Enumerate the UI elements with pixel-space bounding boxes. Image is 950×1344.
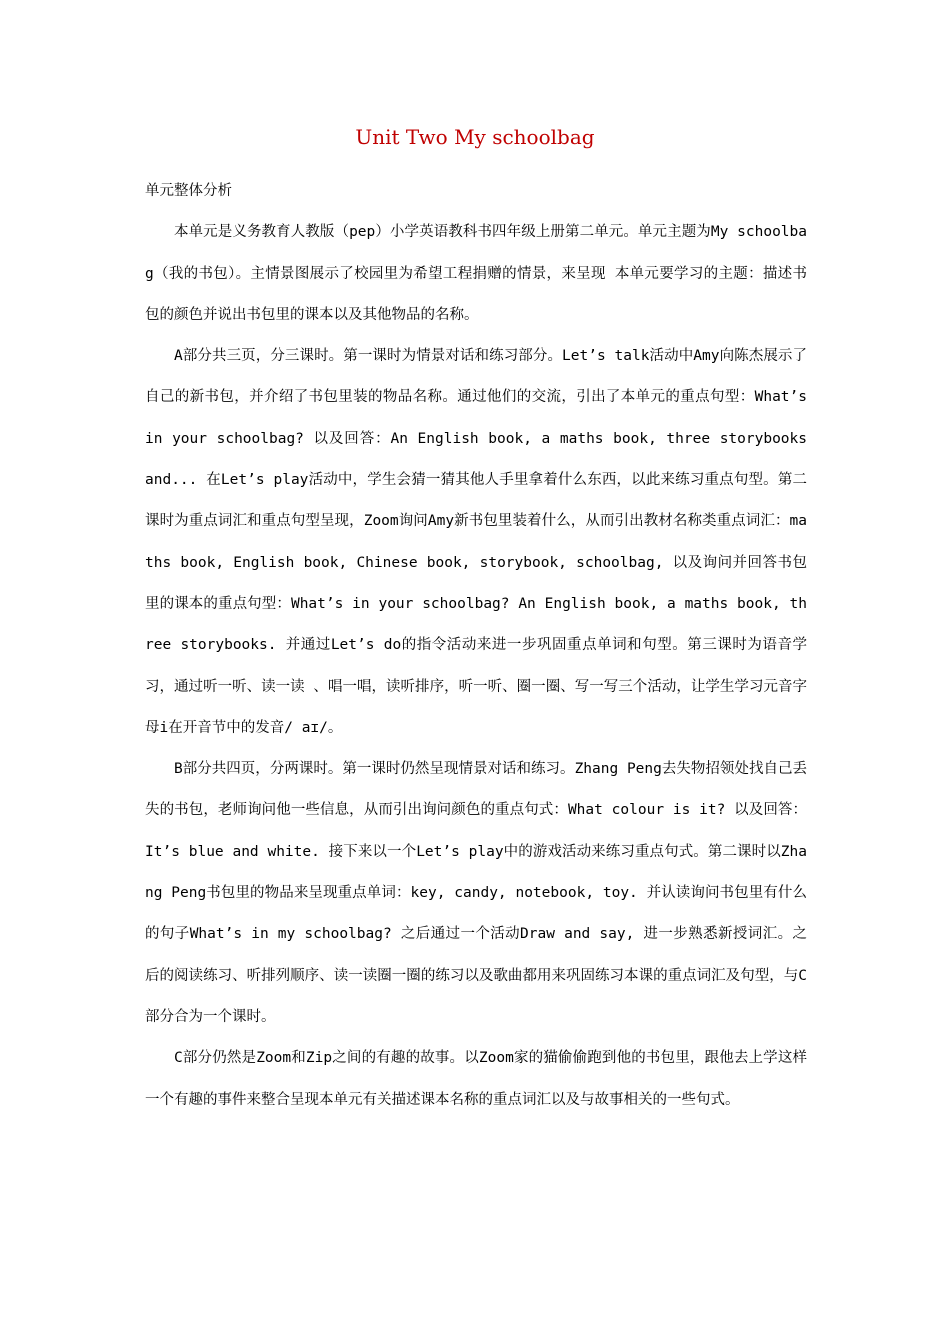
section-heading: 单元整体分析 <box>145 183 232 199</box>
paragraph-unit-overview: 本单元是义务教育人教版（pep）小学英语教科书四年级上册第二单元。单元主题为My schoolbag（我的书包）。主情景图展示了校园里为希望工程捐赠的情景，来呈现 本单元要学习的主题：描述书包的颜色并说出书包里的课本以及其他物品的名称。 <box>145 224 807 323</box>
document-title: Unit Two My schoolbag <box>355 125 595 149</box>
paragraph-part-c: C部分仍然是Zoom和Zip之间的有趣的故事。以Zoom家的猫偷偷跑到他的书包里，跟他去上学这样一个有趣的事件来整合呈现本单元有关描述课本名称的重点词汇以及与故事相关的一些句式。 <box>145 1050 807 1108</box>
paragraph-part-a: A部分共三页，分三课时。第一课时为情景对话和练习部分。Let’s talk活动中Amy向陈杰展示了自己的新书包，并介绍了书包里装的物品名称。通过他们的交流，引出了本单元的重点句型：What’s in your schoolbag? 以及回答：An English book, a maths book, three storybooks and... 在Let’s play活动中，学生会猜一猜其他人手里拿着什么东西，以此来练习重点句型。第二课时为重点词汇和重点句型呈现，Zoom询问Amy新书包里装着什么，从而引出教材名称类重点词汇：maths book, English book, Chinese book, storybook, schoolbag, 以及询问并回答书包里的课本的重点句型：What’s in your schoolbag? An English book, a maths book, three storybooks. 并通过Let’s do的指令活动来进一步巩固重点单词和句型。第三课时为语音学习，通过听一听、读一读 、唱一唱，读听排序，听一听、圈一圈、写一写三个活动，让学生学习元音字母i在开音节中的发音/ aɪ/。 <box>145 348 807 736</box>
document-body <box>145 171 807 1121</box>
paragraph-part-b: B部分共四页，分两课时。第一课时仍然呈现情景对话和练习。Zhang Peng去失物招领处找自己丢失的书包，老师询问他一些信息，从而引出询问颜色的重点句式：What colour is it? 以及回答：It’s blue and white. 接下来以一个Let’s play中的游戏活动来练习重点句式。第二课时以Zhang Peng书包里的物品来呈现重点单词：key, candy, notebook, toy. 并认读询问书包里有什么的句子What’s in my schoolbag? 之后通过一个活动Draw and say, 进一步熟悉新授词汇。之后的阅读练习、听排列顺序、读一读圈一圈的练习以及歌曲都用来巩固练习本课的重点词汇及句型，与C部分合为一个课时。 <box>145 761 807 1025</box>
